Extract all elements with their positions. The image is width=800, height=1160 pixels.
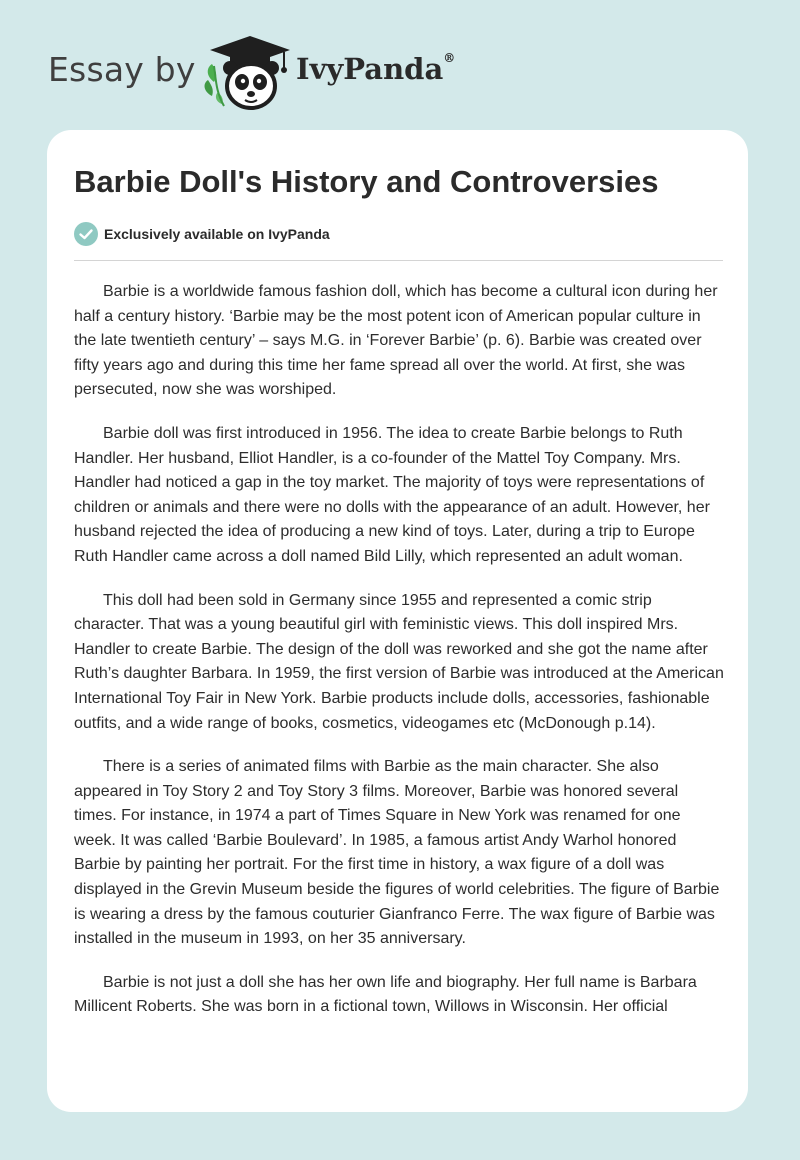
essay-body xyxy=(74,280,724,1039)
brand-name[interactable] xyxy=(296,52,455,86)
exclusive-badge xyxy=(74,220,330,248)
paragraph: Barbie is not just a doll she has her own life and biography. Her full name is Barbara Millicent Roberts. She was born in a fictional town, Willows in Wisconsin. Her official xyxy=(74,973,697,1016)
ivypanda-logo-icon[interactable] xyxy=(200,30,292,112)
check-circle-icon xyxy=(74,222,98,246)
paragraph: There is a series of animated films with Barbie as the main character. She also appeared in Toy Story 2 and Toy Story 3 films. Moreover, Barbie was honored several times. For instance, in 1974 a part of Times Square in New York was renamed for one week. It was called ‘Barbie Boulevard’. In 1985, a famous artist Andy Warhol honored Barbie by painting her portrait. For the first time in history, a wax figure of a doll was displayed in the Grevin Museum beside the figures of world celebrities. The figure of Barbie is wearing a dress by the famous couturier Gianfranco Ferre. The wax figure of Barbie was installed in the museum in 1993, on her 35 anniversary. xyxy=(74,758,720,948)
registered-mark: ® xyxy=(443,51,456,66)
site-header xyxy=(0,0,800,130)
paragraph: Barbie doll was first introduced in 1956. The idea to create Barbie belongs to Ruth Handler. Her husband, Elliot Handler, is a co-founder of the Mattel Toy Company. Mrs. Handler had noticed a gap in the toy market. The majority of toys were representations of children or animals and there were no dolls with the appearance of an adult. However, her husband rejected the idea of producing a new kind of toys. Later, during a trip to Europe Ruth Handler came across a doll named Bild Lilly, which represented an adult woman. xyxy=(74,424,710,565)
paragraph: Barbie is a worldwide famous fashion doll, which has become a cultural icon during her half a century history. ‘Barbie may be the most potent icon of American popular culture in the late twentieth century’ – says M.G. in ‘Forever Barbie’ (p. 6). Barbie was created over fifty years ago and during this time her fame spread all over the world. At first, she was persecuted, now she was worshiped. xyxy=(74,283,718,399)
divider xyxy=(74,260,723,261)
paragraph: This doll had been sold in Germany since 1955 and represented a comic strip character. That was a young beautiful girl with feministic views. This doll inspired Mrs. Handler to create Barbie. The design of the doll was reworked and she got the name after Ruth’s daughter Barbara. In 1959, the first version of Barbie was introduced at the American International Toy Fair in New York. Barbie products include dolls, accessories, fashionable outfits, and a wide range of books, cosmetics, videogames etc (McDonough p.14). xyxy=(74,591,724,732)
exclusive-badge-label: Exclusively available on IvyPanda xyxy=(104,226,330,242)
page-title: Barbie Doll's History and Controversies xyxy=(74,164,659,199)
brand-text: IvyPanda xyxy=(296,52,444,86)
essay-by-label: Essay by xyxy=(48,50,196,89)
essay-card xyxy=(47,130,748,1112)
